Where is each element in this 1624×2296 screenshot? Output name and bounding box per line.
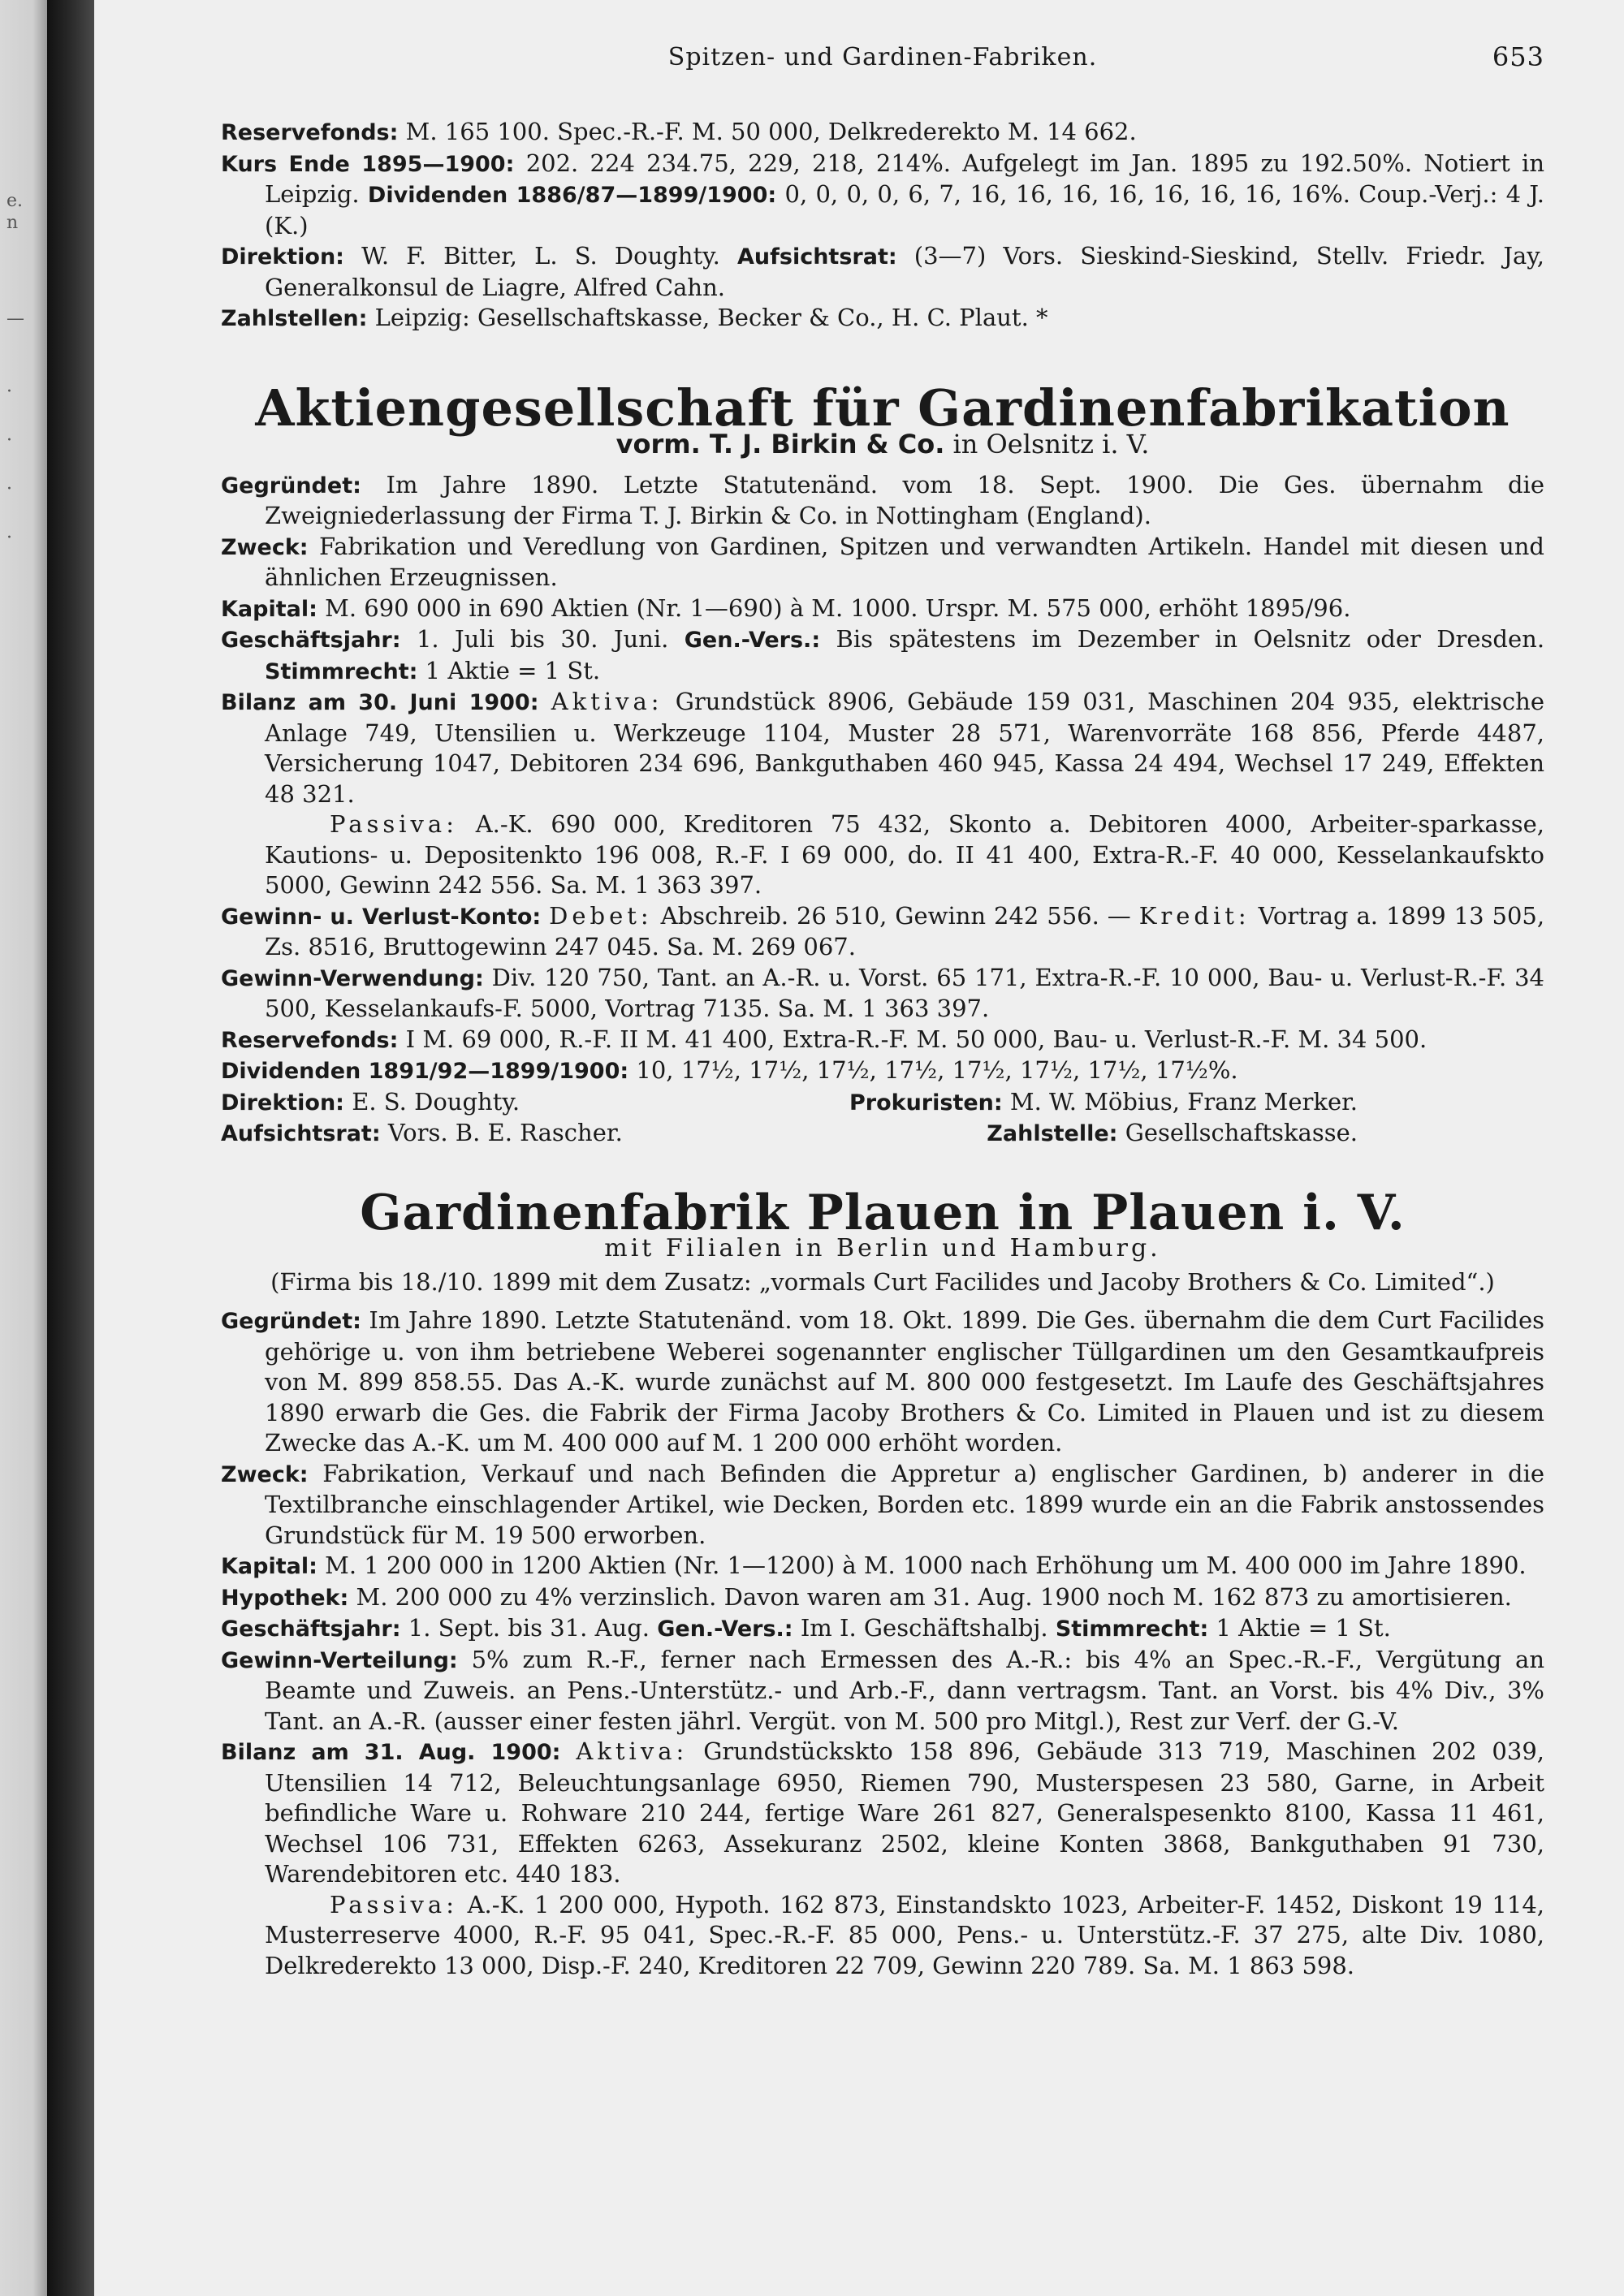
entry-direktion: Direktion: W. F. Bitter, L. S. Doughty. Aufsichtsrat: (3—7) Vors. Sieskind-Sieskind, Stellv. Friedr. Jay, Generalkonsul de Liagre, Alfred Cahn. [221,242,1545,301]
company-subtitle: mit Filialen in Berlin und Hamburg. [604,1234,1161,1262]
running-header [221,42,1544,78]
entry-prokuristen: Prokuristen: M. W. Möbius, Franz Merker. [849,1087,1358,1116]
entry-hypothek: Hypothek: M. 200 000 zu 4% verzinslich. Davon waren am 31. Aug. 1900 noch M. 162 873 zu amortisieren. [221,1582,1512,1611]
margin-mark: — [6,309,24,329]
margin-mark: · [6,430,12,451]
margin-mark: · [6,479,12,499]
previous-company-continuation [221,117,1544,334]
entry-zweck: Zweck: Fabrikation und Veredlung von Gardinen, Spitzen und verwandten Artikeln. Handel mit diesen und ähnlichen Erzeugnissen. [221,532,1544,591]
entry-bilanz-aktiva: Bilanz am 30. Juni 1900: Aktiva: Grundstück 8906, Gebäude 159 031, Maschinen 204 935, elektrische Anlage 749, Utensilien u. Werkzeuge 1104, Muster 28 571, Warenvorräte 168 856, Pferde 4487, Versicherung 1047, Debitoren 234 696, Bankguthaben 460 945, Kassa 24 494, Wechsel 17 249, Effekten 48 321. [221,688,1545,808]
page-number: 653 [1492,41,1544,72]
entry-reservefonds: Reservefonds: M. 165 100. Spec.-R.-F. M. 50 000, Delkrederekto M. 14 662. [221,118,1137,145]
entry-reservefonds: Reservefonds: I M. 69 000, R.-F. II M. 41 400, Extra-R.-F. M. 50 000, Bau- u. Verlust-R.-F. M. 34 500. [221,1025,1427,1053]
page-content [221,42,1544,1981]
entry-gewinn-verteilung: Gewinn-Verteilung: 5% zum R.-F., ferner nach Ermessen des A.-R.: bis 4% an Spec.-R.-F., Vergütung an Beamte und Zuweis. an Pens.-Unterstütz.- und Arb.-F., dann vertragsm. Tant. an Vorst. bis 4% Div., 3% Tant. an A.-R. (ausser einer festen jährl. Vergüt. von M. 500 pro Mitgl.), Rest zur Verf. der G.-V. [221,1645,1544,1735]
entry-gewinn-verwendung: Gewinn-Verwendung: Div. 120 750, Tant. an A.-R. u. Vorst. 65 171, Extra-R.-F. 10 000, Bau- u. Verlust-R.-F. 34 500, Kesselankaufs-F. 5000, Vortrag 7135. Sa. M. 1 363 397. [221,963,1544,1022]
margin-mark: · [6,528,12,548]
entry-kapital: Kapital: M. 1 200 000 in 1200 Aktien (Nr. 1—1200) à M. 1000 nach Erhöhung um M. 400 000 im Jahre 1890. [221,1552,1527,1579]
entry-zahlstellen: Zahlstellen: Leipzig: Gesellschaftskasse, Becker & Co., H. C. Plaut. * [221,304,1048,331]
entry-kapital: Kapital: M. 690 000 in 690 Aktien (Nr. 1—690) à M. 1000. Urspr. M. 575 000, erhöht 1895/96. [221,593,1351,622]
entry-zweck: Zweck: Fabrikation, Verkauf und nach Befinden die Appretur a) englischer Gardinen, b) anderer in die Textilbranche einschlagender Artikel, wie Decken, Borden etc. 1899 wurde ein an die Fabrik anstossendes Grundstück für M. 19 500 erworben. [221,1459,1545,1549]
entry-bilanz-passiva: Passiva: A.-K. 1 200 000, Hypoth. 162 873, Einstandskto 1023, Arbeiter-F. 1452, Diskont 19 114, Musterreserve 4000, R.-F. 95 041, Spec.-R.-F. 85 000, Pens.- u. Unterstütz.-F. 37 275, alte Div. 1080, Delkrederekto 13 000, Disp.-F. 240, Kreditoren 22 709, Gewinn 220 789. Sa. M. 1 863 598. [265,1890,1544,1979]
entry-geschaeftsjahr: Geschäftsjahr: 1. Sept. bis 31. Aug. Gen.-Vers.: Im I. Geschäftshalbj. Stimmrecht: 1 Aktie = 1 St. [221,1614,1391,1642]
margin-mark: n [6,213,19,233]
entry-bilanz-passiva: Passiva: A.-K. 690 000, Kreditoren 75 432, Skonto a. Debitoren 4000, Arbeiter-sparkasse, Kautions- u. Depositenkto 196 008, R.-F. I 69 000, do. II 41 400, Extra-R.-F. 40 000, Kesselankaufskto 5000, Gewinn 242 556. Sa. M. 1 363 397. [265,810,1544,899]
company-title: Aktiengesellschaft für Gardinenfabrikation [255,378,1510,438]
company-title: Gardinenfabrik Plauen in Plauen i. V. [360,1184,1406,1241]
entry-gewinn-verlust: Gewinn- u. Verlust-Konto: Debet: Abschreib. 26 510, Gewinn 242 556. — Kredit: Vortrag a. 1899 13 505, Zs. 8516, Bruttogewinn 247 045. Sa. M. 269 067. [221,901,1545,960]
entry-zahlstelle: Zahlstelle: Gesellschaftskasse. [987,1119,1358,1146]
company-note: (Firma bis 18./10. 1899 mit dem Zusatz: „vormals Curt Facilides und Jacoby Brothers & Co. Limited“.) [270,1267,1495,1296]
margin-mark: · [6,382,12,402]
company-plauen [221,1184,1545,1982]
officers-row-1 [221,1087,1544,1119]
entry-aufsichtsrat: Aufsichtsrat: Vors. B. E. Rascher. [221,1119,623,1146]
margin-mark: e. [6,191,24,211]
entry-geschaeftsjahr: Geschäftsjahr: 1. Juli bis 30. Juni. Gen.-Vers.: Bis spätestens im Dezember in Oelsnitz oder Dresden. Stimmrecht: 1 Aktie = 1 St. [221,625,1545,684]
company-subtitle: vorm. T. J. Birkin & Co. in Oelsnitz i. V. [615,429,1150,460]
entry-kurs: Kurs Ende 1895—1900: 202. 224 234.75, 229, 218, 214%. Aufgelegt im Jan. 1895 zu 192.50%. Notiert in Leipzig. Dividenden 1886/87—1899/1900: 0, 0, 0, 0, 6, 7, 16, 16, 16, 16, 16, 16, 16, 16%. Coup.-Verj.: 4 J. (K.) [221,149,1544,240]
company-birkin [221,378,1545,1150]
entry-dividenden: Dividenden 1891/92—1899/1900: 10, 17½, 17½, 17½, 17½, 17½, 17½, 17½, 17½%. [221,1056,1238,1084]
entry-bilanz-aktiva: Bilanz am 31. Aug. 1900: Aktiva: Grundstückskto 158 896, Gebäude 313 719, Maschinen 202 039, Utensilien 14 712, Beleuchtungsanlage 6950, Riemen 790, Musterspesen 23 580, Garne, in Arbeit befindliche Ware u. Rohware 210 244, fertige Ware 261 827, Generalspesenkto 8100, Kassa 11 461, Wechsel 106 731, Effekten 6263, Assekuranz 2502, kleine Konten 3868, Bankguthaben 91 730, Warendebitoren etc. 440 183. [221,1737,1545,1888]
entry-direktion: Direktion: E. S. Doughty. [221,1087,520,1116]
running-title: Spitzen- und Gardinen-Fabriken. [667,43,1098,71]
scan-edge [0,0,47,2296]
entry-gegruendet: Gegründet: Im Jahre 1890. Letzte Statutenänd. vom 18. Sept. 1900. Die Ges. übernahm die Zweigniederlassung der Firma T. J. Birkin & Co. in Nottingham (England). [221,470,1544,529]
document-page [94,0,1624,2296]
entry-gegruendet: Gegründet: Im Jahre 1890. Letzte Statutenänd. vom 18. Okt. 1899. Die Ges. übernahm die dem Curt Facilides gehörige u. von ihm betriebene Weberei sogenannter englischer Tüllgardinen um den Gesamtkaufpreis von M. 899 858.55. Das A.-K. wurde zunächst auf M. 800 000 festgesetzt. Im Laufe des Geschäftsjahres 1890 erwarb die Ges. die Fabrik der Firma Jacoby Brothers & Co. Limited in Plauen und ist zu diesem Zwecke das A.-K. um M. 400 000 auf M. 1 200 000 erhöht worden. [221,1306,1544,1457]
officers-row-2 [221,1118,1544,1150]
book-spine [47,0,94,2296]
